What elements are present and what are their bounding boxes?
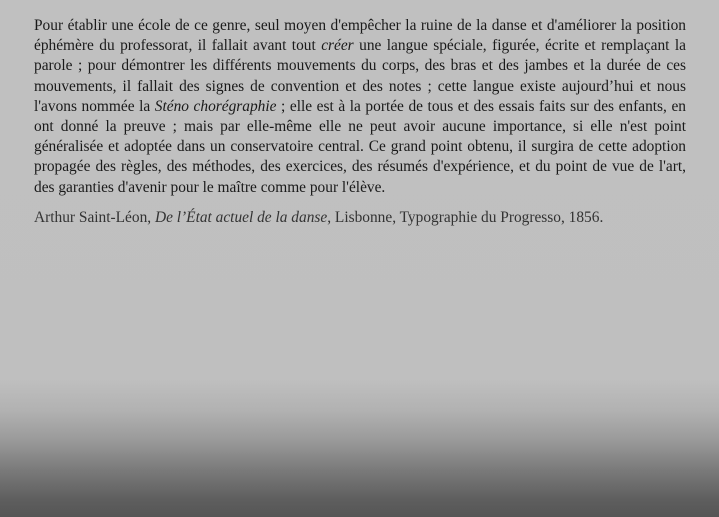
citation-title: De l’État actuel de la danse <box>154 208 328 226</box>
emphasis-creer: créer <box>321 37 354 55</box>
citation-author: Arthur Saint-Léon, <box>34 208 155 226</box>
citation-publication: , Lisbonne, Typographie du Progresso, 1856. <box>327 208 604 226</box>
paragraph-text-2: une langue spéciale, figurée, écrite et remplaçant la parole ; pour démontrer les différents mouvements du corps, des bras et des jambes et la durée de ces mouvements, il fallait des signes de convention et des notes ; cette langue existe aujourd’hui et nous l'avons nommée la <box>34 37 686 115</box>
paragraph-text-3: ; elle est à la portée de tous et des essais faits sur des enfants, en ont donné la preuve ; mais par elle-même elle ne peut avoir aucune importance, si elle n'est point généralisée et adoptée dans un conservatoire central. Ce grand point obtenu, il surgira de cette adoption propagée des règles, des méthodes, des exercices, des résumés d'expérience, et du point de vue de l'art, des garanties d'avenir pour le maître comme pour l'élève. <box>34 97 686 196</box>
document-page <box>34 16 686 228</box>
paragraph-text-1: Pour établir une école de ce genre, seul moyen d'empêcher la ruine de la danse et d'améliorer la position éphémère du professorat, il fallait avant tout <box>34 17 686 55</box>
citation <box>34 208 686 228</box>
quote-paragraph <box>34 16 686 198</box>
emphasis-steno-choregraphie: Sténo chorégraphie <box>154 97 277 115</box>
